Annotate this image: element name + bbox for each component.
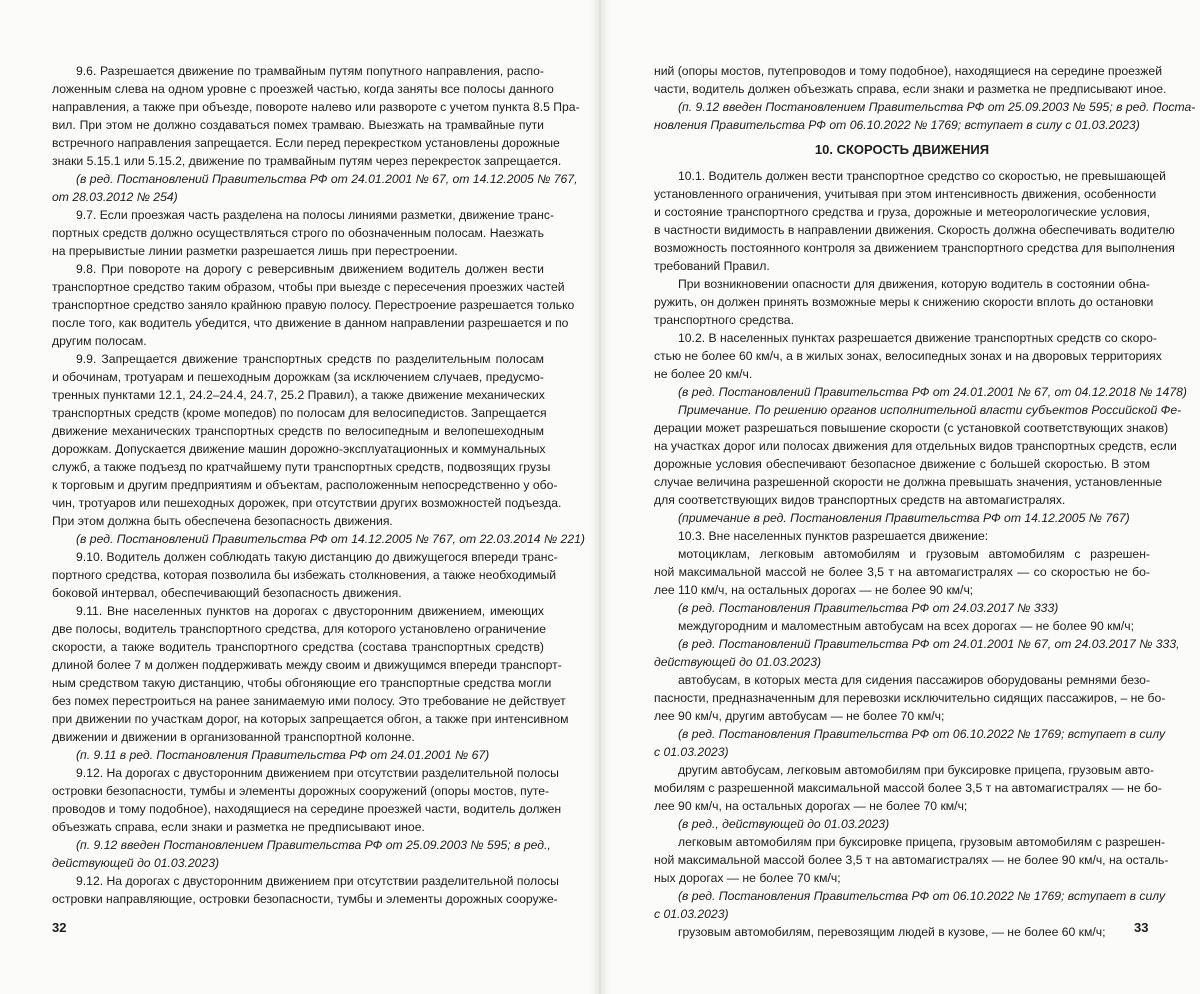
text-line: островки безопасности, тумбы и элементы дорожных сооружений (опоры мостов, путе-: [52, 784, 550, 798]
text-line: (в ред. Постановлений Правительства РФ от 14.12.2005 № 767, от 22.03.2014 № 221): [76, 532, 585, 546]
text-line: (п. 9.12 введен Постановлением Правительства РФ от 25.09.2003 № 595; в ред. Поста-: [678, 100, 1196, 114]
text-line: от 28.03.2012 № 254): [52, 190, 178, 204]
text-line: направления, а также при объезде, повороте налево или развороте с учетом пункта 8.5 Пра-: [52, 100, 580, 114]
text-line: две полосы, водитель транспортного средства, для которого установлено ограничение: [52, 622, 546, 636]
text-line: 10.2. В населенных пунктах разрешается движение транспортных средств со скоро-: [678, 331, 1157, 345]
right-page-text-top: [654, 62, 1196, 134]
text-line: другим автобусам, легковым автомобилям при буксировке прицепа, грузовым авто-: [678, 763, 1155, 777]
text-line: портных средств должно осуществляться строго по обозначенным полосам. Наезжать: [52, 226, 544, 240]
text-line: (в ред. Постановления Правительства РФ от 24.03.2017 № 333): [678, 601, 1059, 615]
text-line: без помех перестроиться на ранее занимаемую ими полосу. Это требование не действует: [52, 694, 566, 708]
text-line: автобусам, в которых места для сидения пассажиров оборудованы ремнями безо-: [678, 673, 1150, 687]
text-line: скорости, а также водитель транспортного средства (состава транспортных средств): [52, 640, 544, 654]
text-line: При этом должна быть обеспечена безопасность движения.: [52, 514, 393, 528]
text-line: действующей до 01.03.2023): [654, 655, 822, 669]
text-line: (в ред. Постановлений Правительства РФ от 24.01.2001 № 67, от 24.03.2017 № 333,: [678, 637, 1180, 651]
text-line: лее 110 км/ч, на остальных дорогах — не более 90 км/ч;: [654, 583, 974, 597]
text-line: ний (опоры мостов, путепроводов и тому подобное), находящиеся на середине проезжей: [654, 64, 1163, 78]
text-line: 10.1. Водитель должен вести транспортное средство со скоростью, не превышающей: [678, 169, 1166, 183]
left-page: [52, 62, 585, 922]
right-page: [654, 62, 1196, 939]
text-line: к торговым и другим предприятиям и объектам, расположенным непосредственно у обо-: [52, 478, 558, 492]
section-heading: 10. СКОРОСТЬ ДВИЖЕНИЯ: [814, 142, 990, 157]
text-line: ложенным слева на одном уровне с проезжей частью, когда заняты все полосы данного: [52, 82, 554, 96]
text-line: пасности, предназначенным для перевозки исключительно сидящих пассажиров, – не бо-: [654, 691, 1166, 705]
text-line: транспортных средств (кроме мопедов) по полосам для велосипедистов. Запрещается: [52, 406, 547, 420]
text-line: и состояние транспортного средства и груза, дорожные и метеорологические условия,: [654, 205, 1150, 219]
text-line: дорожкам. Допускается движение машин дорожно-эксплуатационных и коммунальных: [52, 442, 546, 456]
text-line: в частности видимость в направлении движения. Скорость должна обеспечивать водителю: [654, 223, 1175, 237]
text-line: (в ред. Постановления Правительства РФ от 06.10.2022 № 1769; вступает в силу: [678, 727, 1166, 741]
text-line: стью не более 60 км/ч, а в жилых зонах, велосипедных зонах и на дворовых территориях: [654, 349, 1162, 363]
text-line: 9.9. Запрещается движение транспортных средств по разделительным полосам: [76, 352, 544, 366]
text-line: вил. При этом не должно создаваться помех трамваю. Выезжать на трамвайные пути: [52, 118, 544, 132]
text-line: знаки 5.15.1 или 5.15.2, движение по трамвайным путям через перекресток запрещается.: [52, 154, 562, 168]
text-line: островки направляющие, островки безопасности, тумбы и элементы дорожных сооруже-: [52, 892, 558, 906]
text-line: (п. 9.11 в ред. Постановления Правительства РФ от 24.01.2001 № 67): [76, 748, 490, 762]
text-line: случае величина разрешенной скорости не должна превышать значения, установленные: [654, 475, 1162, 489]
text-line: (примечание в ред. Постановления Правительства РФ от 14.12.2005 № 767): [678, 511, 1130, 525]
text-line: действующей до 01.03.2023): [52, 856, 220, 870]
text-line: транспортного средства.: [654, 313, 794, 327]
text-line: длиной более 7 м должен поддерживать между своим и движущимся впереди транспорт-: [52, 658, 562, 672]
text-line: не более 20 км/ч.: [654, 367, 753, 381]
text-line: мотоциклам, легковым автомобилям и грузовым автомобилям с разрешен-: [678, 547, 1150, 561]
left-page-text: [52, 62, 585, 908]
text-line: после того, как водитель убедится, что движение в данном направлении разрешается и по: [52, 316, 569, 330]
text-line: 9.10. Водитель должен соблюдать такую дистанцию до движущегося впереди транс-: [76, 550, 558, 564]
text-line: портного средства, которая позволила бы избежать столкновения, а также необходимый: [52, 568, 557, 582]
text-line: ружить, он должен принять возможные меры к снижению скорости вплоть до остановки: [654, 295, 1154, 309]
right-page-number: 33: [1134, 920, 1149, 935]
text-line: с 01.03.2023): [654, 745, 729, 759]
text-line: транспортное средство заняло крайнюю правую полосу. Перестроение разрешается только: [52, 298, 575, 312]
text-line: транспортное средство таким образом, чтобы при выезде с пересечения проезжих частей: [52, 280, 565, 294]
left-page-number: 32: [52, 920, 67, 935]
text-line: 9.7. Если проезжая часть разделена на полосы линиями разметки, движение транс-: [76, 208, 555, 222]
text-line: и обочинам, тротуарам и пешеходным дорожкам (за исключением случаев, предусмо-: [52, 370, 544, 384]
text-line: движении и движении в организованной транспортной колонне.: [52, 730, 415, 744]
text-line: служб, а также подъезд по кратчайшему пути транспортных средств, подвозящих грузы: [52, 460, 551, 474]
text-line: боковой интервал, обеспечивающий безопасность движения.: [52, 586, 402, 600]
text-line: на участках дорог или полосах движения для отдельных видов транспортных средств, если: [654, 439, 1177, 453]
text-line: проводов и тому подобное), находящиеся на середине проезжей части, водитель должен: [52, 802, 562, 816]
text-line: лее 90 км/ч, другим автобусам — не более 70 км/ч;: [654, 709, 945, 723]
text-line: 9.12. На дорогах с двусторонним движением при отсутствии разделительной полосы: [76, 874, 559, 888]
right-page-text-main: [654, 167, 1187, 941]
text-line: встречного направления запрещается. Если перед перекрестком установлены дорожные: [52, 136, 560, 150]
text-line: ным средством такую дистанцию, чтобы обгоняющие его транспортные средства могли: [52, 676, 552, 690]
text-line: (в ред. Постановлений Правительства РФ от 24.01.2001 № 67, от 14.12.2005 № 767,: [76, 172, 578, 186]
text-line: требований Правил.: [654, 259, 770, 273]
text-line: дорожные условия обеспечивают безопасное движение с большей скоростью. В этом: [654, 457, 1150, 471]
text-line: 9.12. На дорогах с двусторонним движением при отсутствии разделительной полосы: [76, 766, 559, 780]
text-line: тренных пунктами 12.1, 24.2–24.4, 24.7, 25.2 Правил), а также движение механических: [52, 388, 545, 402]
text-line: При возникновении опасности для движения, которую водитель в состоянии обна-: [678, 277, 1150, 291]
text-line: легковым автомобилям при буксировке прицепа, грузовым автомобилям с разрешен-: [678, 835, 1166, 849]
text-line: 9.8. При повороте на дорогу с реверсивным движением водитель должен вести: [76, 262, 544, 276]
text-line: Примечание. По решению органов исполнительной власти субъектов Российской Фе-: [678, 403, 1182, 417]
text-line: ной максимальной массой не более 3,5 т на автомагистралях — со скоростью не бо-: [654, 565, 1150, 579]
text-line: для соответствующих видов транспортных средств на автомагистралях.: [654, 493, 1066, 507]
text-line: ных дорогах — не более 70 км/ч;: [654, 871, 841, 885]
text-line: (в ред. Постановления Правительства РФ от 06.10.2022 № 1769; вступает в силу: [678, 889, 1166, 903]
text-line: 10.3. Вне населенных пунктов разрешается движение:: [678, 529, 989, 543]
text-line: 9.6. Разрешается движение по трамвайным путям попутного направления, распо-: [76, 64, 544, 78]
text-line: (в ред., действующей до 01.03.2023): [678, 817, 890, 831]
text-line: (п. 9.12 введен Постановлением Правительства РФ от 25.09.2003 № 595; в ред.,: [76, 838, 551, 852]
text-line: при движении по участкам дорог, на которых запрещается обгон, а также при интенсивном: [52, 712, 569, 726]
text-line: 9.11. Вне населенных пунктов на дорогах с двусторонним движением, имеющих: [76, 604, 544, 618]
text-line: другим полосам.: [52, 334, 147, 348]
text-line: движение механических транспортных средств по велосипедным и велопешеходным: [52, 424, 544, 438]
text-line: (в ред. Постановлений Правительства РФ от 24.01.2001 № 67, от 04.12.2018 № 1478): [678, 385, 1187, 399]
text-line: объезжать справа, если знаки и разметка не предписывают иное.: [52, 820, 425, 834]
text-line: лее 90 км/ч, на остальных дорогах — не более 70 км/ч;: [654, 799, 968, 813]
text-line: возможность постоянного контроля за движением транспортного средства для выполнения: [654, 241, 1175, 255]
text-line: на прерывистые линии разметки разрешается лишь при перестроении.: [52, 244, 458, 258]
text-line: дерации может разрешаться повышение скорости (с установкой соответствующих знаков): [654, 421, 1169, 435]
text-line: части, водитель должен объезжать справа, если знаки и разметка не предписывают иное.: [654, 82, 1167, 96]
text-line: междугородним и маломестным автобусам на всех дорогах — не более 90 км/ч;: [678, 619, 1134, 633]
text-line: мобилям с разрешенной максимальной массой более 3,5 т на автомагистралях — не бо-: [654, 781, 1162, 795]
text-line: установленного ограничения, учитывая при этом интенсивность движения, особенности: [654, 187, 1157, 201]
book-gutter: [590, 0, 610, 994]
text-line: чин, тротуаров или пешеходных дорожек, при отсутствии других возможностей подъезда.: [52, 496, 562, 510]
text-line: новления Правительства РФ от 06.10.2022 № 1769; вступает в силу с 01.03.2023): [654, 118, 1140, 132]
text-line: грузовым автомобилям, перевозящим людей в кузове, — не более 60 км/ч;: [678, 925, 1106, 939]
text-line: с 01.03.2023): [654, 907, 729, 921]
text-line: ной максимальной массой более 3,5 т на автомагистралях — не более 90 км/ч, на осталь-: [654, 853, 1169, 867]
